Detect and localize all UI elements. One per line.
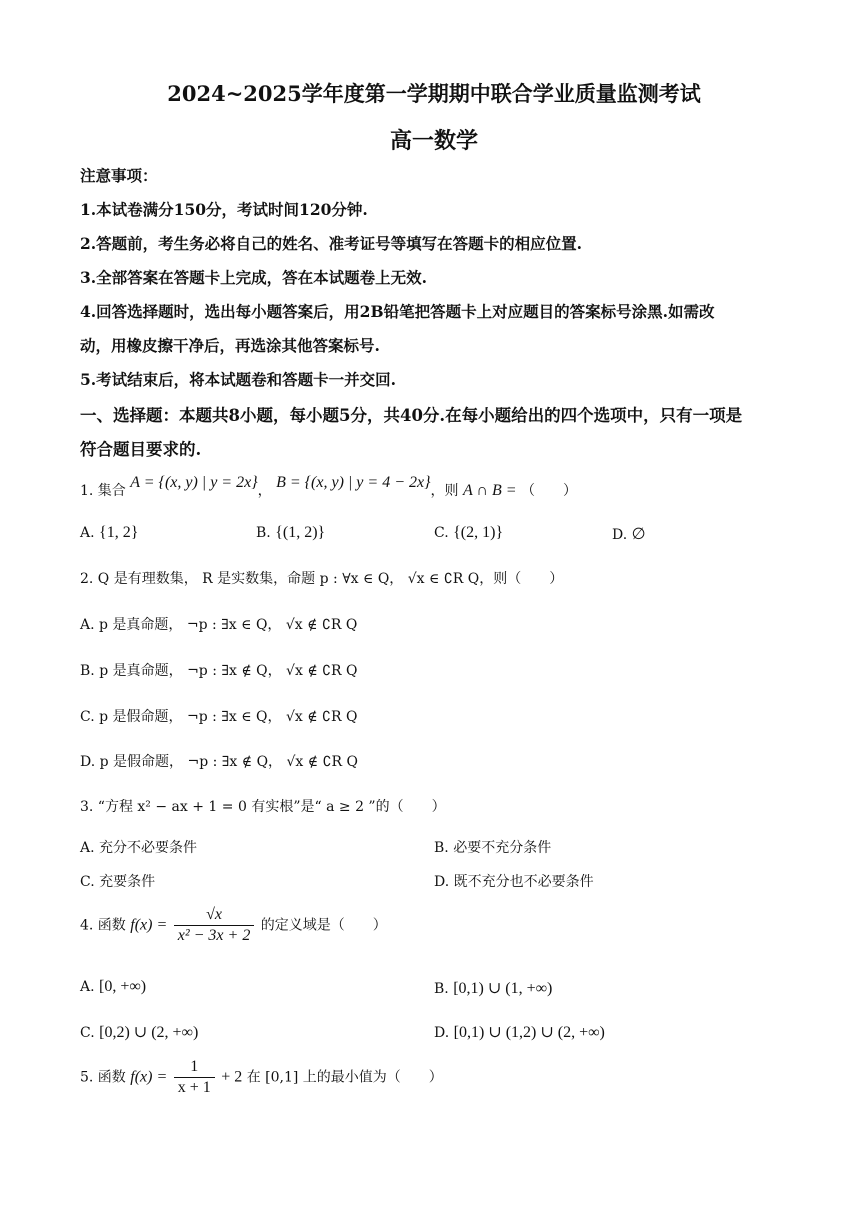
notice-item-4-cont: 动，用橡皮擦干净后，再选涂其他答案标号.	[80, 336, 380, 355]
notice-item-2: 2.答题前，考生务必将自己的姓名、准考证号等填写在答题卡的相应位置.	[80, 234, 583, 253]
q3-option-b: B. 必要不充分条件	[434, 840, 552, 856]
q1-option-b: B. {(1, 2)}	[256, 524, 326, 541]
q4-option-a: A. [0, +∞)	[80, 978, 147, 995]
q5-plus: + 2	[221, 1068, 243, 1086]
q1-then: ，则	[430, 483, 459, 499]
q4-option-c: C. [0,2) ∪ (2, +∞)	[80, 1024, 199, 1041]
section-heading: 一、选择题：本题共8小题，每小题5分，共40分.在每小题给出的四个选项中，只有一项是	[80, 406, 743, 425]
notice-item-4: 4.回答选择题时，选出每小题答案后，用2B铅笔把答题卡上对应题目的答案标号涂黑.如需改	[80, 302, 715, 321]
q3-option-c: C. 充要条件	[80, 874, 156, 890]
q5-fx: f(x) =	[130, 1068, 168, 1086]
question-2-stem: 2. Q 是有理数集， R 是实数集，命题 p : ∀x ∈ Q， √x ∈ ∁R Q，则（ ）	[80, 571, 564, 587]
q4-option-d: D. [0,1) ∪ (1,2) ∪ (2, +∞)	[434, 1024, 605, 1041]
q5-denominator: x + 1	[177, 1079, 211, 1096]
q2-option-d: D. p 是假命题， ¬p : ∃x ∉ Q， √x ∉ ∁R Q	[80, 754, 358, 770]
q4-prefix: 4. 函数	[80, 917, 126, 934]
notice-item-5: 5.考试结束后，将本试题卷和答题卡一并交回.	[80, 370, 397, 389]
q1-option-c: C. {(2, 1)}	[434, 524, 504, 541]
question-4-stem	[80, 906, 387, 945]
q1-set-b: B = {(x, y) | y = 4 − 2x}	[276, 474, 431, 491]
q5-suffix: 在 [0,1] 上的最小值为（ ）	[246, 1069, 443, 1086]
q4-denominator: x² − 3x + 2	[177, 927, 251, 944]
q2-option-c: C. p 是假命题， ¬p : ∃x ∈ Q， √x ∉ ∁R Q	[80, 709, 358, 725]
q3-option-a: A. 充分不必要条件	[80, 840, 198, 856]
question-5-stem	[80, 1058, 443, 1097]
q1-prefix: 1. 集合	[80, 483, 126, 499]
notice-item-3: 3.全部答案在答题卡上完成，答在本试题卷上无效.	[80, 268, 428, 287]
notice-item-1: 1.本试卷满分150分，考试时间120分钟.	[80, 200, 368, 219]
question-1-stem	[80, 474, 577, 500]
q1-expr: A ∩ B =	[462, 482, 517, 499]
q5-fraction	[174, 1058, 215, 1097]
q4-option-b: B. [0,1) ∪ (1, +∞)	[434, 980, 553, 997]
q5-numerator: 1	[174, 1058, 215, 1078]
question-3-stem: 3. “方程 x² − ax + 1 = 0 有实根”是“ a ≥ 2 ”的（ ）	[80, 799, 446, 815]
notice-heading: 注意事项：	[80, 166, 158, 185]
q1-paren: （ ）	[521, 483, 577, 499]
q2-option-a: A. p 是真命题， ¬p : ∃x ∈ Q， √x ∉ ∁R Q	[80, 617, 358, 633]
q3-option-d: D. 既不充分也不必要条件	[434, 874, 594, 890]
q5-prefix: 5. 函数	[80, 1069, 126, 1086]
q2-option-b: B. p 是真命题， ¬p : ∃x ∉ Q， √x ∉ ∁R Q	[80, 663, 358, 679]
q1-option-d: D. ∅	[612, 526, 646, 543]
q4-suffix: 的定义域是（ ）	[260, 917, 387, 934]
q4-fx: f(x) =	[130, 916, 168, 934]
section-heading-cont: 符合题目要求的.	[80, 440, 202, 459]
q4-fraction	[174, 906, 255, 945]
exam-subtitle: 高一数学	[389, 128, 478, 154]
q4-numerator: √x	[174, 906, 255, 926]
q1-sep: ，	[257, 483, 272, 499]
exam-title: 2024~2025学年度第一学期期中联合学业质量监测考试	[167, 81, 701, 106]
q1-set-a: A = {(x, y) | y = 2x}	[130, 474, 258, 491]
q1-option-a: A. {1, 2}	[80, 524, 139, 541]
